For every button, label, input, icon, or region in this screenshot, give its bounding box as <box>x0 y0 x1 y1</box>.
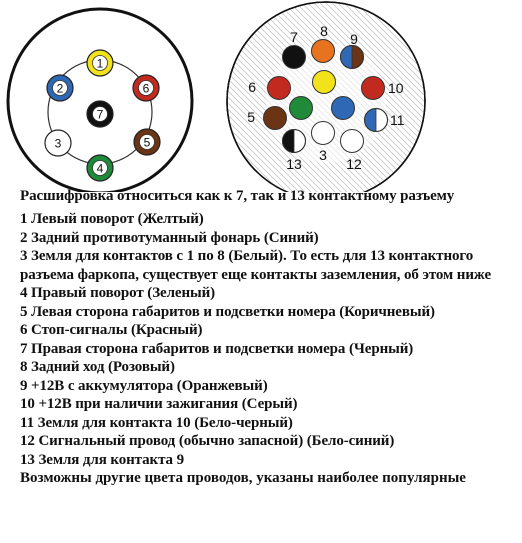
pin13-2 <box>332 97 355 120</box>
pin13-8-label: 8 <box>320 23 328 39</box>
pin-5 <box>134 129 160 155</box>
pin-7-label: 7 <box>96 107 104 122</box>
pin-3 <box>45 130 71 156</box>
pin13-12-label: 12 <box>346 156 362 172</box>
pinout-legend <box>20 189 520 486</box>
seven-pin-connector <box>8 9 192 192</box>
pin13-12 <box>341 130 364 153</box>
pin-1-label: 1 <box>96 56 104 71</box>
legend-intro: Расшифровка относиться как к 7, так и 13 контактному разъему <box>20 188 455 204</box>
legend-item-6: 6 Стоп-сигналы (Красный) <box>20 322 203 338</box>
legend-item-8: 8 Задний ход (Розовый) <box>20 359 175 375</box>
legend-item-10: 10 +12В при наличии зажигания (Серый) <box>20 396 298 412</box>
legend-item-13: 13 Земля для контакта 9 <box>20 451 184 468</box>
pin13-9 <box>341 46 364 69</box>
legend-item-2: 2 Задний противотуманный фонарь (Синий) <box>20 229 319 246</box>
pin-7 <box>87 101 113 127</box>
legend-list <box>20 210 520 469</box>
pin-4-label: 4 <box>96 161 104 176</box>
legend-item-12: 12 Сигнальный провод (обычно запасной) (Бело-синий) <box>20 433 395 449</box>
pin13-6-label: 6 <box>248 79 256 95</box>
pin-5-label: 5 <box>143 135 151 150</box>
pin13-5 <box>264 107 287 130</box>
pin13-6 <box>268 77 291 100</box>
pin-2-label: 2 <box>56 81 64 96</box>
pin13-8 <box>312 40 335 63</box>
pin13-13-label: 13 <box>286 156 302 172</box>
legend-item-3: 3 Земля для контактов с 1 по 8 (Белый). То есть для 13 контактного разъема фаркопа, существует еще контакты заземления, об этом ниже <box>20 248 492 283</box>
pin13-7 <box>283 46 306 69</box>
pin-6-label: 6 <box>142 81 150 96</box>
pin-2 <box>47 75 73 101</box>
pin13-10-label: 10 <box>388 80 404 96</box>
legend-item-5: 5 Левая сторона габаритов и подсветки номера (Коричневый) <box>20 303 435 320</box>
pin-4 <box>87 155 113 181</box>
pin13-1 <box>313 71 336 94</box>
legend-item-9: 9 +12В с аккумулятора (Оранжевый) <box>20 377 268 394</box>
pin13-11-label: 11 <box>390 112 405 128</box>
pin13-13 <box>283 130 306 153</box>
pin13-4 <box>290 97 313 120</box>
pin13-3-label: 3 <box>319 147 327 163</box>
pin-1 <box>87 50 113 76</box>
pin-3-label: 3 <box>54 136 62 151</box>
connector-pinout-diagrams <box>0 0 522 192</box>
pin13-3 <box>312 122 335 145</box>
legend-item-11: 11 Земля для контакта 10 (Бело-черный) <box>20 414 293 431</box>
pin13-7-label: 7 <box>290 29 298 45</box>
pin13-11 <box>365 109 388 132</box>
legend-footer: Возможны другие цвета проводов, указаны наиболее популярные <box>20 470 466 486</box>
pin13-9-label: 9 <box>350 31 358 47</box>
legend-item-4: 4 Правый поворот (Зеленый) <box>20 285 216 301</box>
pin-6 <box>133 75 159 101</box>
legend-item-1: 1 Левый поворот (Желтый) <box>20 211 204 227</box>
pin13-10 <box>362 77 385 100</box>
legend-item-7: 7 Правая сторона габаритов и подсветки номера (Черный) <box>20 340 414 357</box>
pin13-5-label: 5 <box>247 109 255 125</box>
